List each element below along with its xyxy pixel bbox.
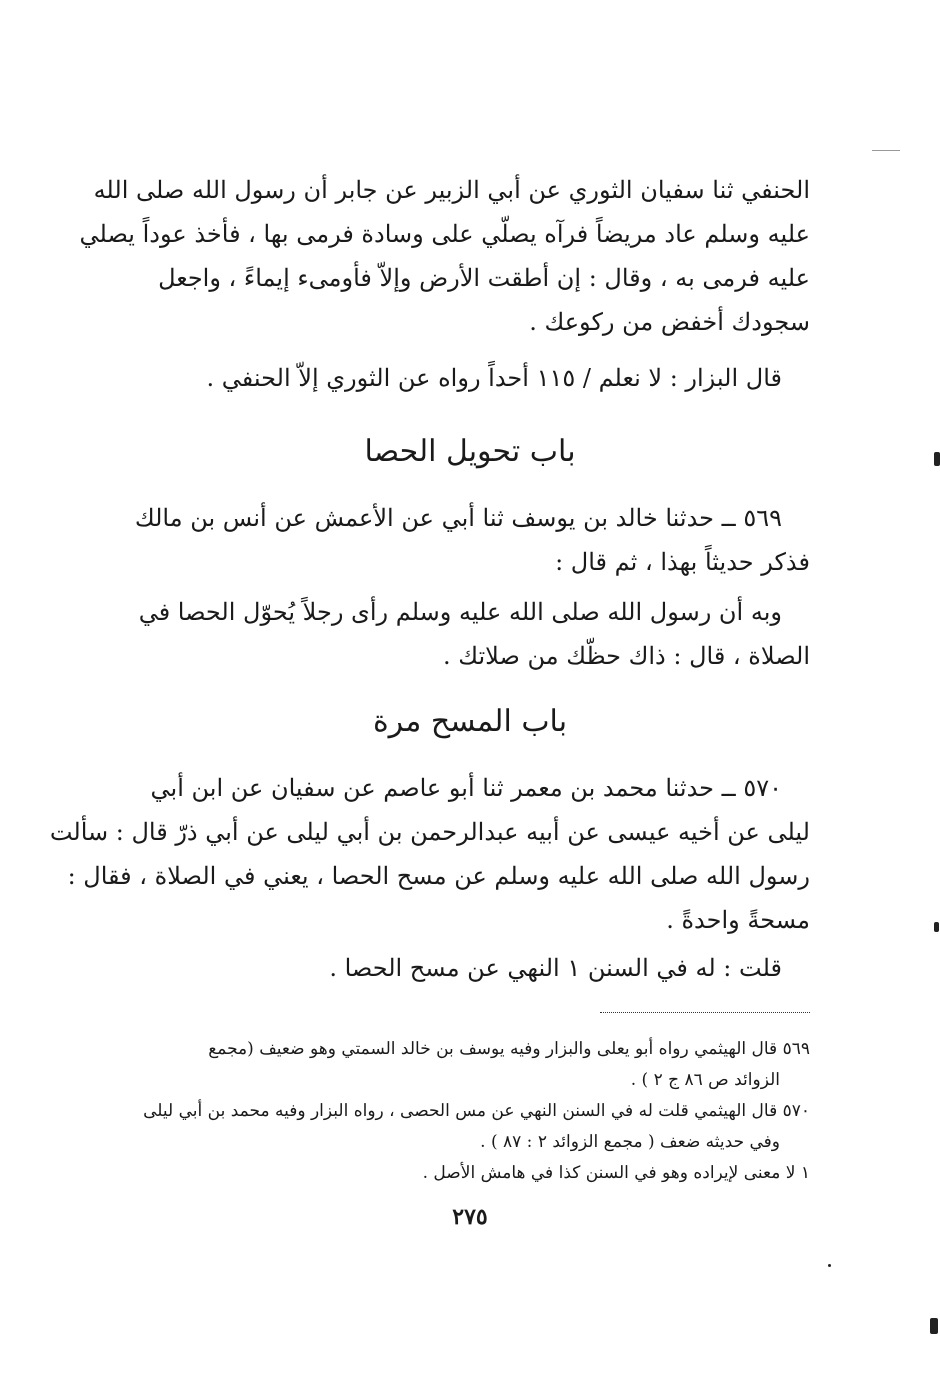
- footnotes: [130, 1034, 810, 1189]
- paragraph-hadith-570: [49, 766, 810, 942]
- chapter-heading: باب تحويل الحصا: [364, 434, 576, 469]
- paragraph-hadith-569-text: [130, 590, 810, 678]
- page-number: ٢٧٥: [452, 1204, 488, 1230]
- text-line: فذكر حديثاً بهذا ، ثم قال :: [555, 548, 810, 576]
- text-line: قال البزار : لا نعلم / ١١٥ أحداً رواه عن الثوري إلاّ الحنفي .: [206, 364, 782, 392]
- paragraph-hadith-569: [130, 496, 810, 584]
- chapter-heading: باب المسح مرة: [372, 704, 568, 739]
- scan-speck: [930, 1318, 938, 1334]
- text-line: ٥٦٩ ــ حدثنا خالد بن يوسف ثنا أبي عن الأعمش عن أنس بن مالك: [134, 504, 782, 532]
- text-line: عليه وسلم عاد مريضاً فرآه يصلّي على وسادة فرمى بها ، فأخذ عوداً يصلي: [79, 220, 810, 248]
- text-line: وبه أن رسول الله صلى الله عليه وسلم رأى رجلاً يُحوّل الحصا في: [138, 598, 782, 626]
- text-line: سجودك أخفض من ركوعك .: [529, 308, 810, 336]
- text-line: عليه فرمى به ، وقال : إن أطقت الأرض وإلاّ فأومىء إيماءً ، واجعل: [158, 264, 810, 292]
- text-line: الحنفي ثنا سفيان الثوري عن أبي الزبير عن جابر أن رسول الله صلى الله: [93, 176, 810, 204]
- text-line: رسول الله صلى الله عليه وسلم عن مسح الحصا ، يعني في الصلاة ، فقال :: [67, 862, 810, 890]
- text-line: قلت : له في السنن ١ النهي عن مسح الحصا .: [329, 954, 782, 982]
- text-line: الصلاة ، قال : ذاك حظّك من صلاتك .: [442, 642, 810, 670]
- footnote-line: وفي حديثه ضعف ( مجمع الزوائد ٢ : ٨٧ ) .: [480, 1132, 780, 1152]
- scan-speck: [934, 452, 940, 466]
- text-line: ليلى عن أخيه عيسى عن أبيه عبدالرحمن بن أبي ليلى عن أبي ذرّ قال : سألت: [49, 818, 810, 846]
- paragraph-hadith-continuation: [79, 168, 810, 344]
- footnote-line: ٥٧٠ قال الهيثمي قلت له في السنن النهي عن مس الحصى ، رواه البزار وفيه محمد بن أبي ليلى: [143, 1101, 810, 1121]
- paragraph-author-note: [130, 946, 810, 990]
- scan-speck: [828, 1264, 831, 1267]
- paragraph-bazzar-note: [130, 356, 810, 400]
- text-line: ٥٧٠ ــ حدثنا محمد بن معمر ثنا أبو عاصم عن سفيان عن ابن أبي: [150, 774, 782, 802]
- footnote-separator: [600, 1012, 810, 1013]
- scan-speck: [872, 150, 900, 151]
- text-line: مسحةً واحدةً .: [666, 906, 810, 934]
- footnote-line: الزوائد ص ٨٦ ج ٢ ) .: [630, 1070, 780, 1090]
- footnote-line: ١ لا معنى لإيراده وهو في السنن كذا في هامش الأصل .: [422, 1163, 810, 1183]
- footnote-line: ٥٦٩ قال الهيثمي رواه أبو يعلى والبزار وفيه يوسف بن خالد السمتي وهو ضعيف (مجمع: [208, 1039, 810, 1059]
- scan-speck: [934, 922, 939, 932]
